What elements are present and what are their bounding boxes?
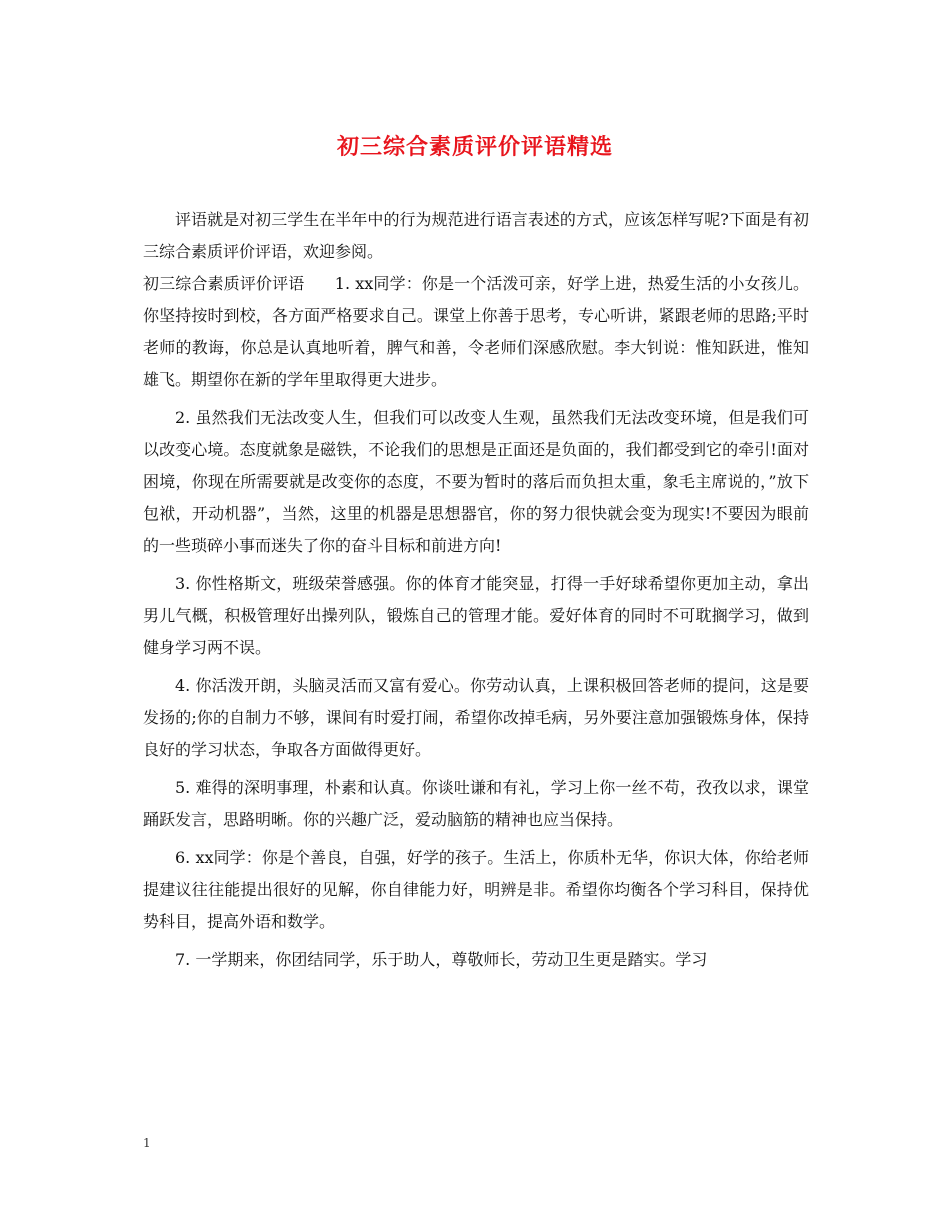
paragraph-item-7: 7. 一学期来，你团结同学，乐于助人，尊敬师长，劳动卫生更是踏实。学习 [175, 950, 708, 969]
paragraph-item-6: 6. xx同学：你是个善良，自强，好学的孩子。生活上，你质朴无华，你识大体，你给老师提建议往往能提出很好的见解，你自律能力好，明辨是非。希望你均衡各个学习科目，保持优势科目，提高外语和数学。 [143, 848, 809, 931]
item-1-text: 1. xx同学：你是一个活泼可亲，好学上进，热爱生活的小女孩儿。你坚持按时到校，各方面严格要求自己。课堂上你善于思考，专心听讲，紧跟老师的思路;平时老师的教诲，你总是认真地听着，脾气和善，令老师们深感欣慰。李大钊说：惟知跃进，惟知雄飞。期望你在新的学年里取得更大进步。 [143, 274, 809, 389]
paragraph-item-5: 5. 难得的深明事理，朴素和认真。你谈吐谦和有礼，学习上你一丝不苟，孜孜以求，课堂踊跃发言，思路明晰。你的兴趣广泛，爱动脑筋的精神也应当保持。 [143, 778, 809, 829]
section-label: 初三综合素质评价评语 [143, 274, 305, 293]
page-number: 1 [143, 1136, 151, 1150]
paragraph-item-4: 4. 你活泼开朗，头脑灵活而又富有爱心。你劳动认真，上课积极回答老师的提问，这是要发扬的;你的自制力不够，课间有时爱打闹，希望你改掉毛病，另外要注意加强锻炼身体，保持良好的学习状态，争取各方面做得更好。 [143, 676, 809, 759]
document-title: 初三综合素质评价评语精选 [336, 134, 613, 160]
paragraph-item-2: 2. 虽然我们无法改变人生，但我们可以改变人生观，虽然我们无法改变环境，但是我们可以改变心境。态度就象是磁铁，不论我们的思想是正面还是负面的，我们都受到它的牵引!面对困境，你现在所需要就是改变你的态度，不要为暂时的落后而负担太重，象毛主席说的，”放下包袱，开动机器”，当然，这里的机器是思想器官，你的努力很快就会变为现实!不要因为眼前的一些琐碎小事而迷失了你的奋斗目标和前进方向! [143, 408, 809, 555]
document-body [143, 204, 809, 976]
paragraph-item-1 [143, 268, 809, 396]
intro-paragraph: 评语就是对初三学生在半年中的行为规范进行语言表述的方式，应该怎样写呢?下面是有初三综合素质评价评语，欢迎参阅。 [143, 210, 809, 261]
paragraph-item-3: 3. 你性格斯文，班级荣誉感强。你的体育才能突显，打得一手好球希望你更加主动，拿出男儿气概，积极管理好出操列队，锻炼自己的管理才能。爱好体育的同时不可耽搁学习，做到健身学习两不误。 [143, 574, 809, 657]
